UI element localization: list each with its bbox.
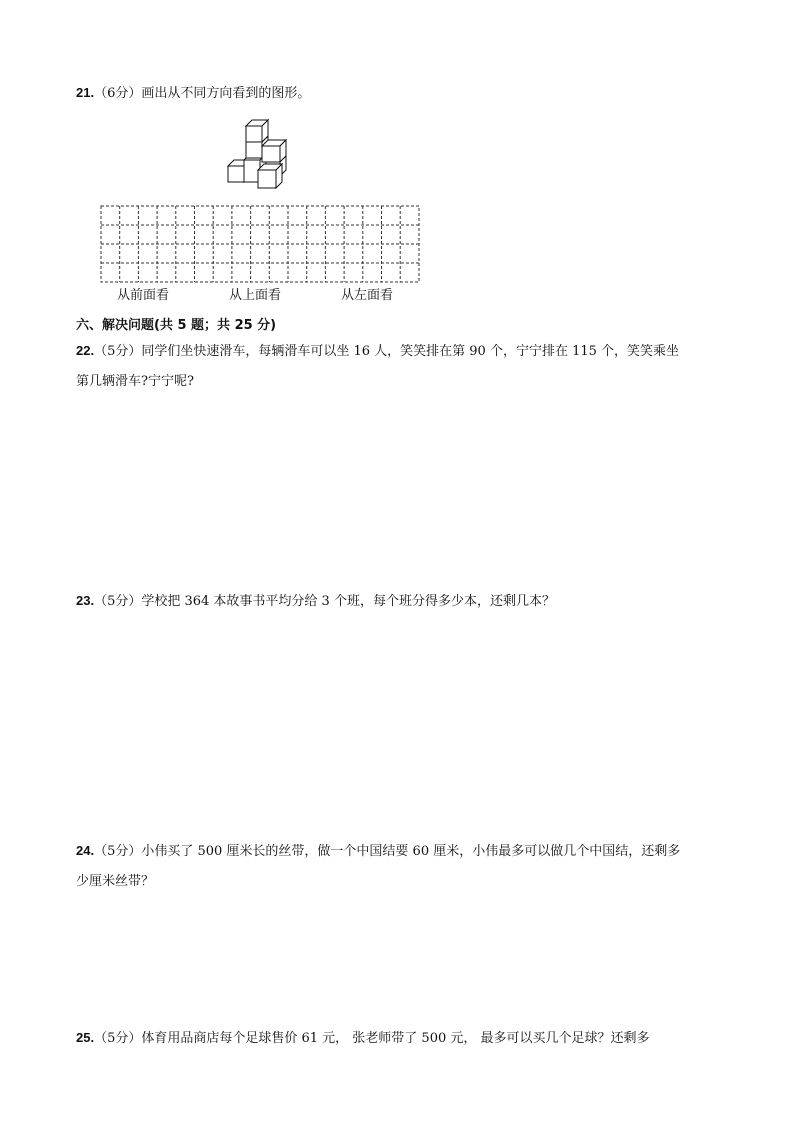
question-24-line-2: 少厘米丝带？ <box>76 874 155 889</box>
question-25-text: （5分）体育用品商店每个足球售价 61 元， 张老师带了 500 元， 最多可以买几个足球？还剩多 <box>94 1031 650 1046</box>
section-6-title: 六、解决问题(共 5 题；共 25 分) <box>76 318 277 333</box>
question-22-number: 22. <box>76 343 95 358</box>
question-22 <box>76 336 740 397</box>
cube-front-right <box>258 164 282 188</box>
cube-column-top <box>246 120 268 142</box>
question-24-line-1 <box>76 836 740 867</box>
question-21-number: 21. <box>76 85 95 100</box>
question-25-number: 25. <box>76 1030 95 1045</box>
question-24-number: 24. <box>76 843 95 858</box>
question-23-number: 23. <box>76 593 95 608</box>
question-24 <box>76 836 740 897</box>
view-label-top: 从上面看 <box>229 288 282 303</box>
question-24-text: （5分）小伟买了 500 厘米长的丝带，做一个中国结要 60 厘米，小伟最多可以做几个中国结，还剩多 <box>94 844 681 859</box>
view-label-front: 从前面看 <box>117 288 170 303</box>
view-label-left: 从左面看 <box>341 288 394 303</box>
dashed-drawing-grid[interactable] <box>100 205 420 283</box>
question-22-line-1 <box>76 336 740 367</box>
question-23 <box>76 586 740 617</box>
question-23-text: （5分）学校把 364 本故事书平均分给 3 个班，每个班分得多少本，还剩几本？ <box>94 594 555 609</box>
question-22-line-2: 第几辆滑车?宁宁呢? <box>76 374 194 389</box>
cube-stack-figure <box>224 116 296 192</box>
question-22-text: （5分）同学们坐快速滑车，每辆滑车可以坐 16 人，笑笑排在第 90 个，宁宁排在 115 个，笑笑乘坐 <box>94 344 680 359</box>
question-25 <box>76 1023 740 1054</box>
question-21-text: （6分）画出从不同方向看到的图形。 <box>94 86 311 101</box>
cube-right-middle <box>262 140 286 162</box>
question-21 <box>76 78 740 109</box>
